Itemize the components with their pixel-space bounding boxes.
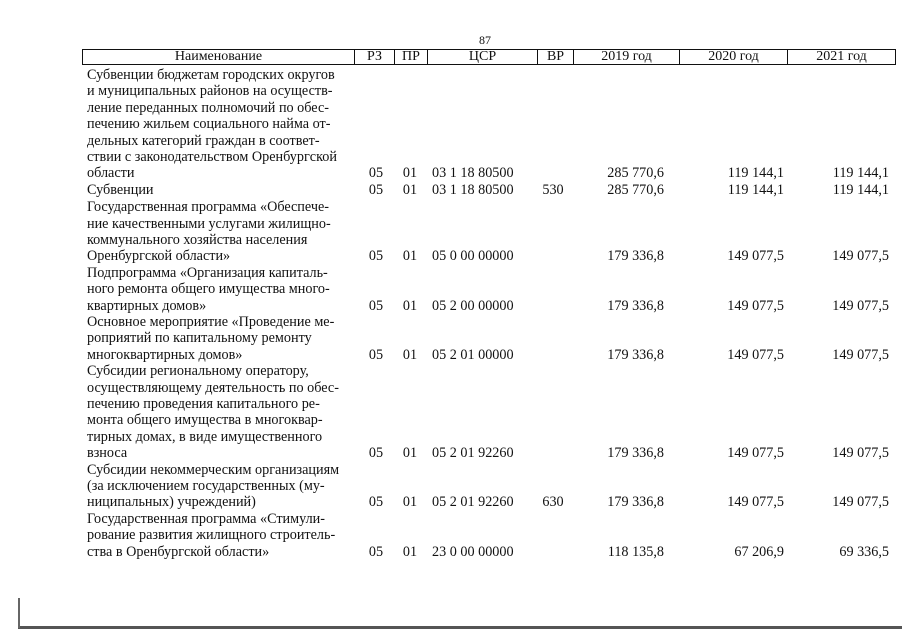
- row-name-line: Государственная программа «Стимули-: [87, 510, 325, 527]
- row-name: [87, 67, 355, 182]
- row-name-line: и муниципальных районов на осуществ-: [87, 83, 333, 100]
- cell-rz: 05: [368, 181, 384, 198]
- cell-2020: 149 077,5: [727, 445, 784, 462]
- header-2020: 2020 год: [680, 50, 788, 64]
- table-row: [0, 265, 905, 314]
- row-name-line: Основное мероприятие «Проведение ме-: [87, 314, 335, 330]
- cell-pr: 01: [402, 494, 418, 511]
- row-name-line: квартирных домов»: [87, 297, 207, 314]
- cell-2020: 149 077,5: [727, 346, 784, 363]
- row-name-line: печению жильем социального найма от-: [87, 116, 331, 133]
- cell-pr: 01: [402, 445, 418, 462]
- cell-pr: 01: [402, 297, 418, 314]
- cell-2019: 179 336,8: [607, 494, 664, 511]
- row-name-line: ного ремонта общего имущества много-: [87, 281, 330, 298]
- row-name-line: ства в Оренбургской области»: [87, 543, 270, 560]
- row-name-line: ствии с законодательством Оренбургской: [87, 148, 337, 165]
- row-name-line: коммунального хозяйства населения: [87, 231, 308, 248]
- cell-2021: 119 144,1: [832, 181, 889, 198]
- cell-pr: 01: [402, 181, 418, 198]
- cell-2020: 119 144,1: [727, 165, 784, 182]
- page-number: 87: [479, 33, 491, 47]
- row-name-line: ние качественными услугами жилищно-: [87, 215, 331, 232]
- row-name-line: ление переданных полномочий по обес-: [87, 99, 329, 116]
- cell-rz: 05: [368, 297, 384, 314]
- cell-rz: 05: [368, 346, 384, 363]
- row-name: [87, 314, 355, 363]
- table-row: [0, 511, 905, 560]
- row-name-line: Подпрограмма «Организация капиталь-: [87, 264, 328, 281]
- table-row: [0, 199, 905, 265]
- row-name-line: монта общего имущества в многоквар-: [87, 412, 323, 429]
- header-vr: ВР: [538, 50, 574, 64]
- row-name: [87, 511, 355, 560]
- cell-2021: 149 077,5: [832, 248, 889, 265]
- row-name-line: Оренбургской области»: [87, 248, 231, 265]
- row-name-line: Субсидии некоммерческим организациям: [87, 461, 340, 478]
- page-bottom-edge: [18, 626, 902, 629]
- row-name-line: дельных категорий граждан в соответ-: [87, 132, 320, 149]
- row-name: [87, 265, 355, 314]
- cell-2019: 179 336,8: [607, 346, 664, 363]
- row-name-line: Субсидии региональному оператору,: [87, 363, 309, 380]
- row-name: [87, 182, 355, 198]
- row-name-line: области: [87, 165, 135, 182]
- cell-2021: 149 077,5: [832, 346, 889, 363]
- cell-rz: 05: [368, 165, 384, 182]
- page-left-edge: [18, 598, 20, 628]
- cell-2020: 119 144,1: [727, 181, 784, 198]
- cell-2021: 149 077,5: [832, 445, 889, 462]
- header-2019: 2019 год: [574, 50, 680, 64]
- header-rz: РЗ: [355, 50, 395, 64]
- cell-pr: 01: [402, 543, 418, 560]
- header-pr: ПР: [395, 50, 428, 64]
- row-name-line: тирных домах, в виде имущественного: [87, 428, 323, 445]
- row-name-line: Государственная программа «Обеспече-: [87, 199, 329, 216]
- cell-2019: 179 336,8: [607, 445, 664, 462]
- cell-pr: 01: [402, 248, 418, 265]
- row-name: [87, 462, 355, 511]
- cell-csr: 05 0 00 00000: [432, 248, 514, 265]
- header-name: Наименование: [83, 50, 355, 64]
- row-name: [87, 199, 355, 265]
- table-row: [0, 462, 905, 511]
- table-row: [0, 67, 905, 182]
- header-csr: ЦСР: [428, 50, 538, 64]
- cell-2021: 69 336,5: [839, 543, 889, 560]
- cell-csr: 23 0 00 00000: [432, 543, 514, 560]
- row-name-line: Субвенции бюджетам городских округов: [87, 67, 335, 83]
- row-name-line: Субвенции: [87, 181, 154, 198]
- cell-2020: 149 077,5: [727, 297, 784, 314]
- row-name-line: осуществляющему деятельность по обес-: [87, 379, 339, 396]
- row-name-line: рование развития жилищного строитель-: [87, 527, 336, 544]
- cell-rz: 05: [368, 248, 384, 265]
- row-name-line: печению проведения капитального ре-: [87, 395, 320, 412]
- cell-2020: 149 077,5: [727, 494, 784, 511]
- cell-2021: 149 077,5: [832, 297, 889, 314]
- cell-2021: 119 144,1: [832, 165, 889, 182]
- table-row: [0, 363, 905, 461]
- row-name-line: многоквартирных домов»: [87, 346, 243, 363]
- row-name-line: роприятий по капитальному ремонту: [87, 330, 312, 347]
- cell-2021: 149 077,5: [832, 494, 889, 511]
- cell-csr: 05 2 00 00000: [432, 297, 514, 314]
- row-name: [87, 363, 355, 461]
- cell-vr: 530: [542, 181, 564, 198]
- cell-csr: 03 1 18 80500: [432, 181, 514, 198]
- cell-2019: 118 135,8: [607, 543, 664, 560]
- table-row: [0, 182, 905, 198]
- cell-2020: 149 077,5: [727, 248, 784, 265]
- cell-csr: 05 2 01 92260: [432, 445, 514, 462]
- cell-2019: 179 336,8: [607, 248, 664, 265]
- row-name-line: взноса: [87, 445, 128, 462]
- cell-pr: 01: [402, 165, 418, 182]
- cell-csr: 05 2 01 00000: [432, 346, 514, 363]
- header-2021: 2021 год: [816, 49, 867, 64]
- cell-vr: 630: [542, 494, 564, 511]
- cell-csr: 05 2 01 92260: [432, 494, 514, 511]
- cell-rz: 05: [368, 445, 384, 462]
- cell-2019: 179 336,8: [607, 297, 664, 314]
- cell-rz: 05: [368, 494, 384, 511]
- table-row: [0, 314, 905, 363]
- cell-pr: 01: [402, 346, 418, 363]
- cell-rz: 05: [368, 543, 384, 560]
- cell-2019: 285 770,6: [607, 165, 664, 182]
- cell-csr: 03 1 18 80500: [432, 165, 514, 182]
- cell-2019: 285 770,6: [607, 181, 664, 198]
- cell-2020: 67 206,9: [734, 543, 784, 560]
- row-name-line: (за исключением государственных (му-: [87, 477, 325, 494]
- row-name-line: ниципальных) учреждений): [87, 494, 256, 511]
